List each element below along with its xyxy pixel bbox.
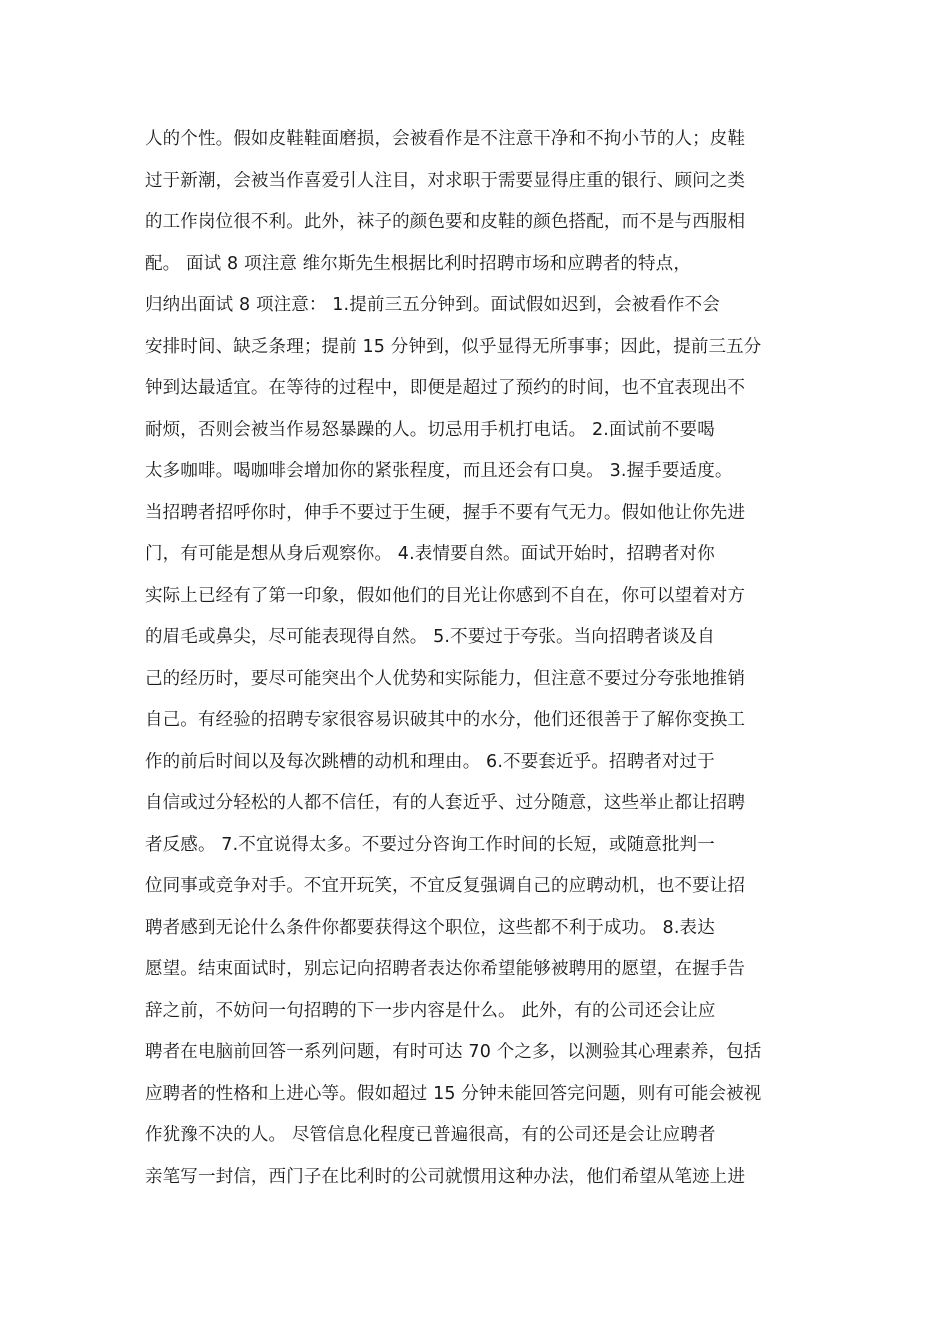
text-line: 己的经历时，要尽可能突出个人优势和实际能力，但注意不要过分夸张地推销 bbox=[145, 668, 746, 689]
text-line: 耐烦，否则会被当作易怒暴躁的人。切忌用手机打电话。 2.面试前不要喝 bbox=[145, 419, 715, 440]
text-line: 钟到达最适宜。在等待的过程中，即便是超过了预约的时间，也不宜表现出不 bbox=[145, 378, 746, 398]
text-line: 人的个性。假如皮鞋鞋面磨损，会被看作是不注意干净和不拘小节的人；皮鞋 bbox=[145, 129, 746, 149]
text-line: 作的前后时间以及每次跳槽的动机和理由。 6.不要套近乎。招聘者对过于 bbox=[145, 751, 715, 772]
text-line: 作犹豫不决的人。 尽管信息化程度已普遍很高，有的公司还是会让应聘者 bbox=[145, 1125, 716, 1145]
text-line: 过于新潮，会被当作喜爱引人注目，对求职于需要显得庄重的银行、顾问之类 bbox=[145, 170, 746, 191]
text-line: 归纳出面试 8 项注意： 1.提前三五分钟到。面试假如迟到，会被看作不会 bbox=[145, 295, 720, 315]
body-text bbox=[145, 119, 825, 1198]
text-line: 聘者感到无论什么条件你都要获得这个职位，这些都不利于成功。 8.表达 bbox=[145, 917, 715, 938]
text-line: 愿望。结束面试时，别忘记向招聘者表达你希望能够被聘用的愿望，在握手告 bbox=[145, 959, 746, 979]
text-line: 位同事或竞争对手。不宜开玩笑，不宜反复强调自己的应聘动机，也不要让招 bbox=[145, 876, 746, 896]
text-line: 太多咖啡。喝咖啡会增加你的紧张程度，而且还会有口臭。 3.握手要适度。 bbox=[145, 461, 733, 481]
text-line: 聘者在电脑前回答一系列问题，有时可达 70 个之多，以测验其心理素养，包括 bbox=[145, 1042, 762, 1062]
text-line: 亲笔写一封信，西门子在比利时的公司就惯用这种办法，他们希望从笔迹上进 bbox=[145, 1166, 746, 1187]
text-line: 门，有可能是想从身后观察你。 4.表情要自然。面试开始时，招聘者对你 bbox=[145, 544, 715, 564]
text-line: 自信或过分轻松的人都不信任，有的人套近乎、过分随意，这些举止都让招聘 bbox=[145, 793, 746, 813]
text-line: 的工作岗位很不利。此外，袜子的颜色要和皮鞋的颜色搭配，而不是与西服相 bbox=[145, 212, 746, 232]
text-line: 辞之前，不妨问一句招聘的下一步内容是什么。 此外，有的公司还会让应 bbox=[145, 1000, 716, 1021]
text-line: 实际上已经有了第一印象，假如他们的目光让你感到不自在，你可以望着对方 bbox=[145, 585, 746, 606]
text-line: 当招聘者招呼你时，伸手不要过于生硬，握手不要有气无力。假如他让你先进 bbox=[145, 502, 746, 523]
text-line: 自己。有经验的招聘专家很容易识破其中的水分，他们还很善于了解你变换工 bbox=[145, 710, 746, 730]
text-line: 安排时间、缺乏条理；提前 15 分钟到，似乎显得无所事事；因此，提前三五分 bbox=[145, 336, 762, 357]
text-line: 者反感。 7.不宜说得太多。不要过分咨询工作时间的长短，或随意批判一 bbox=[145, 834, 715, 855]
text-line: 配。 面试 8 项注意 维尔斯先生根据比利时招聘市场和应聘者的特点， bbox=[145, 253, 691, 274]
text-line: 的眉毛或鼻尖，尽可能表现得自然。 5.不要过于夸张。当向招聘者谈及自 bbox=[145, 627, 715, 647]
text-line: 应聘者的性格和上进心等。假如超过 15 分钟未能回答完问题，则有可能会被视 bbox=[145, 1083, 762, 1104]
